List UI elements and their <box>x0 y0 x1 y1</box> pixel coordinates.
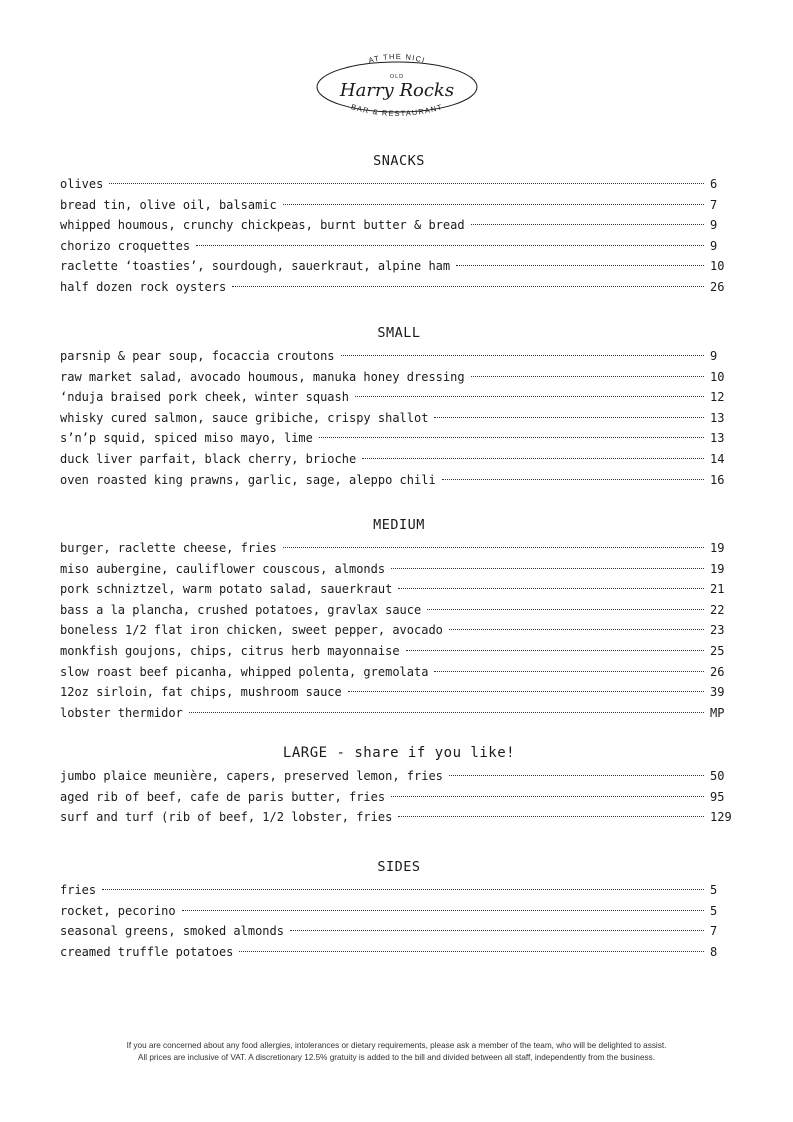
dot-leader <box>283 204 704 205</box>
section-title: MEDIUM <box>373 517 425 533</box>
menu-item-price: 5 <box>710 883 718 897</box>
menu-item-price: 10 <box>710 369 725 384</box>
menu-item-price: 26 <box>710 664 725 679</box>
menu-item-price: 95 <box>710 789 725 804</box>
dot-leader <box>391 796 704 797</box>
dot-leader <box>355 396 704 397</box>
dot-leader <box>196 245 704 246</box>
menu-item <box>60 942 738 963</box>
menu-item-name: fries <box>60 883 97 897</box>
dot-leader <box>471 224 704 225</box>
menu-item <box>60 600 738 621</box>
dot-leader <box>102 889 704 890</box>
dot-leader <box>362 458 704 459</box>
menu-item-name: miso aubergine, cauliflower couscous, almonds <box>60 561 386 576</box>
menu-list <box>60 538 738 723</box>
menu-item-name: lobster thermidor <box>60 705 183 720</box>
menu-item-name: slow roast beef picanha, whipped polenta, gremolata <box>60 664 429 679</box>
dot-leader <box>182 910 704 911</box>
vat-notice: All prices are inclusive of VAT. A discretionary 12.5% gratuity is added to the bill and divided between all staff, independently from the business. <box>137 1053 655 1062</box>
menu-item-price: 39 <box>710 685 725 700</box>
menu-item-price: 13 <box>710 410 725 425</box>
dot-leader <box>319 437 704 438</box>
menu-item-name: oven roasted king prawns, garlic, sage, aleppo chili <box>60 472 436 487</box>
footer-notice <box>60 1040 733 1064</box>
logo-script-text: Harry Rocks <box>339 80 455 101</box>
menu-item <box>60 277 738 298</box>
dot-leader <box>427 609 704 610</box>
dot-leader <box>434 417 704 418</box>
menu-item-price: 7 <box>710 197 718 212</box>
dot-leader <box>283 547 704 548</box>
dot-leader <box>341 355 704 356</box>
menu-item <box>60 408 738 429</box>
menu-item-name: half dozen rock oysters <box>60 279 227 294</box>
logo-emblem <box>312 50 482 122</box>
dot-leader <box>189 712 704 713</box>
menu-item-name: bass a la plancha, crushed potatoes, gravlax sauce <box>60 602 422 617</box>
menu-item <box>60 367 738 388</box>
menu-item-price: 129 <box>710 810 732 825</box>
menu-item <box>60 559 738 580</box>
menu-item-name: pork schniztzel, warm potato salad, sauerkraut <box>60 582 393 597</box>
menu-item-price: 9 <box>710 238 718 253</box>
menu-item-name: burger, raclette cheese, fries <box>60 541 277 555</box>
dot-leader <box>434 671 704 672</box>
dot-leader <box>398 588 704 589</box>
menu-item <box>60 449 738 470</box>
dot-leader <box>449 629 704 630</box>
menu-item <box>60 766 738 787</box>
menu-item <box>60 880 738 901</box>
dot-leader <box>398 816 704 817</box>
menu-item <box>60 195 738 216</box>
logo-bottom-text: BAR & RESTAURANT <box>350 102 444 119</box>
menu-item <box>60 256 738 277</box>
menu-item <box>60 807 738 828</box>
menu-item-price: 9 <box>710 218 718 233</box>
menu-item-price: 7 <box>710 924 718 939</box>
menu-item-price: MP <box>710 705 725 720</box>
menu-item-price: 50 <box>710 769 725 783</box>
menu-item <box>60 470 738 491</box>
menu-item-name: duck liver parfait, black cherry, brioche <box>60 451 357 466</box>
section-sides <box>60 856 738 962</box>
menu-item <box>60 641 738 662</box>
dot-leader <box>391 568 704 569</box>
menu-item-name: parsnip & pear soup, focaccia croutons <box>60 349 335 363</box>
section-title: LARGE - share if you like! <box>282 745 516 761</box>
dot-leader <box>239 951 704 952</box>
menu-item <box>60 579 738 600</box>
menu-item <box>60 428 738 449</box>
menu-item-name: raclette ‘toasties’, sourdough, sauerkraut, alpine ham <box>60 259 451 274</box>
menu-item <box>60 538 738 559</box>
menu-item-name: olives <box>60 177 104 191</box>
dot-leader <box>471 376 704 377</box>
menu-item-price: 8 <box>710 944 718 959</box>
menu-item-name: jumbo plaice meunière, capers, preserved lemon, fries <box>60 769 443 783</box>
menu-item-name: aged rib of beef, cafe de paris butter, fries <box>60 789 386 804</box>
menu-item <box>60 387 738 408</box>
section-medium <box>60 514 738 723</box>
menu-item <box>60 921 738 942</box>
menu-item <box>60 346 738 367</box>
menu-item-name: seasonal greens, smoked almonds <box>60 924 284 939</box>
menu-item-name: ‘nduja braised pork cheek, winter squash <box>60 390 349 405</box>
menu-list <box>60 174 738 298</box>
section-title: SNACKS <box>373 153 425 169</box>
menu-item-price: 21 <box>710 582 725 597</box>
menu-item-name: rocket, pecorino <box>60 903 176 918</box>
menu-item-price: 13 <box>710 431 725 446</box>
menu-list <box>60 766 738 828</box>
menu-item-price: 16 <box>710 472 725 487</box>
menu-item-name: surf and turf (rib of beef, 1/2 lobster, fries <box>60 810 393 825</box>
menu-item-name: monkfish goujons, chips, citrus herb mayonnaise <box>60 643 400 658</box>
menu-item <box>60 703 738 724</box>
menu-item-name: chorizo croquettes <box>60 238 191 253</box>
menu-item <box>60 682 738 703</box>
menu-item-price: 19 <box>710 561 725 576</box>
dot-leader <box>449 775 704 776</box>
menu-item <box>60 174 738 195</box>
dot-leader <box>442 479 704 480</box>
section-title: SMALL <box>377 325 421 341</box>
menu-item <box>60 787 738 808</box>
menu-item-price: 12 <box>710 390 725 405</box>
logo-small-text: OLD <box>389 74 405 80</box>
menu-item-price: 10 <box>710 259 725 274</box>
allergy-notice: If you are concerned about any food allergies, intolerances or dietary requirements, please ask a member of the team, who will be delighted to assist. <box>126 1041 667 1050</box>
menu-item-name: raw market salad, avocado houmous, manuka honey dressing <box>60 369 465 384</box>
menu-item-name: whisky cured salmon, sauce gribiche, crispy shallot <box>60 410 429 425</box>
dot-leader <box>109 183 704 184</box>
menu-item-name: boneless 1/2 flat iron chicken, sweet pepper, avocado <box>60 623 443 638</box>
dot-leader <box>290 930 704 931</box>
section-snacks <box>60 150 738 298</box>
menu-list <box>60 880 738 962</box>
menu-item-price: 25 <box>710 643 725 658</box>
menu-item-name: s’n’p squid, spiced miso mayo, lime <box>60 431 313 446</box>
dot-leader <box>456 265 704 266</box>
menu-item-name: bread tin, olive oil, balsamic <box>60 197 277 212</box>
menu-item-price: 22 <box>710 602 725 617</box>
menu-item-name: whipped houmous, crunchy chickpeas, burnt butter & bread <box>60 218 465 233</box>
menu-list <box>60 346 738 490</box>
menu-item-price: 5 <box>710 903 718 918</box>
menu-item <box>60 620 738 641</box>
menu-item-name: 12oz sirloin, fat chips, mushroom sauce <box>60 685 342 700</box>
menu-item <box>60 662 738 683</box>
menu-item-price: 9 <box>710 349 718 363</box>
menu-item-price: 26 <box>710 279 725 294</box>
menu-item-price: 6 <box>710 177 718 191</box>
dot-leader <box>232 286 704 287</box>
menu-item-price: 14 <box>710 451 725 466</box>
menu-item-price: 23 <box>710 623 725 638</box>
section-small <box>60 322 738 490</box>
menu-item-name: creamed truffle potatoes <box>60 944 234 959</box>
menu-item-price: 19 <box>710 541 725 555</box>
dot-leader <box>406 650 704 651</box>
menu-item <box>60 236 738 257</box>
logo-top-text: AT THE NICI <box>367 51 427 66</box>
section-title: SIDES <box>377 859 421 875</box>
dot-leader <box>348 691 704 692</box>
section-large <box>60 742 738 828</box>
logo <box>312 50 482 122</box>
menu-item <box>60 215 738 236</box>
menu-item <box>60 901 738 922</box>
